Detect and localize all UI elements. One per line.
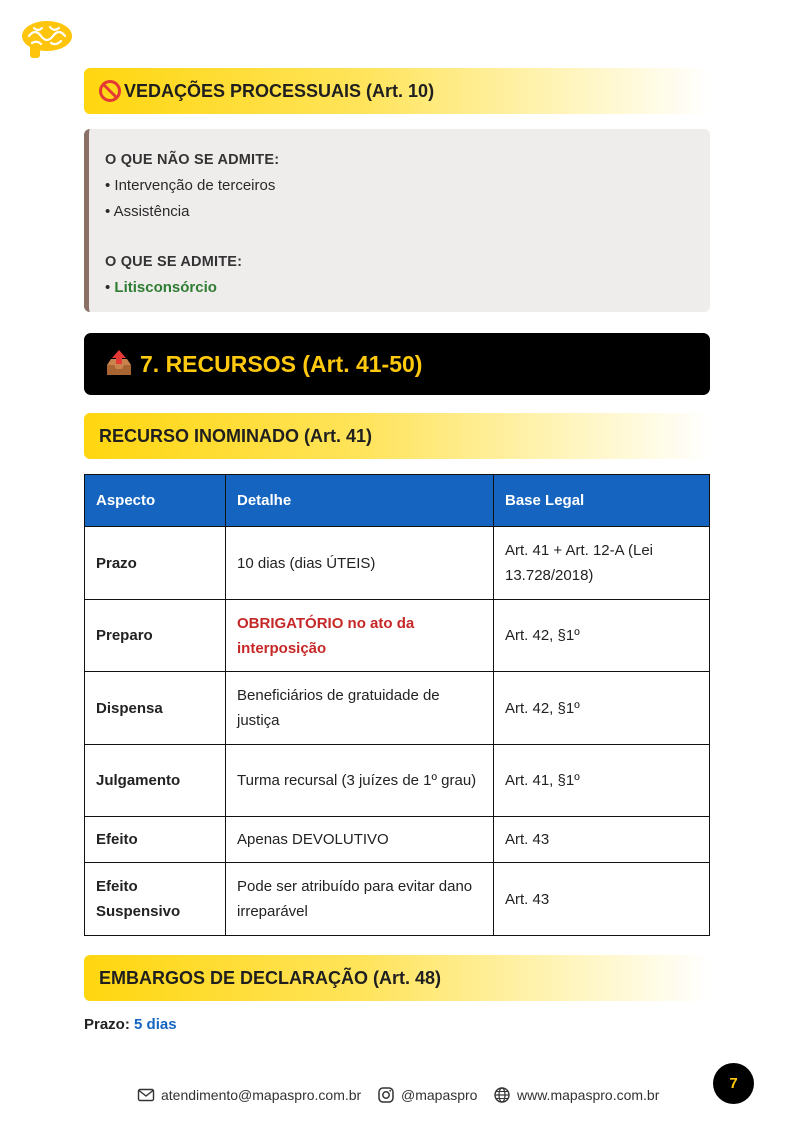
chapter-title: 7. RECURSOS (Art. 41-50) [140,350,423,377]
vedacoes-callout [84,129,710,312]
column-header: Detalhe [226,475,494,527]
email-text: atendimento@mapaspro.com.br [161,1087,362,1103]
highlight-text: Litisconsórcio [114,279,217,296]
cell-base-legal: Art. 43 [494,817,710,863]
globe-icon [493,1086,511,1104]
footer-instagram[interactable] [377,1086,477,1104]
section-title: VEDAÇÕES PROCESSUAIS (Art. 10) [124,80,435,101]
cell-aspecto: Efeito Suspensivo [85,863,226,936]
cell-detalhe [226,600,494,672]
embargos-prazo [84,1016,177,1033]
highlight-text: OBRIGATÓRIO no ato da interposição [237,614,415,657]
cell-detalhe: 10 dias (dias ÚTEIS) [226,527,494,600]
cell-aspecto: Dispensa [85,672,226,745]
page-footer [0,1086,794,1108]
section-header-vedacoes [84,68,710,114]
recurso-table [84,474,710,936]
prohibited-icon [98,79,122,103]
section-header-embargos [84,955,710,1001]
cell-aspecto: Julgamento [85,745,226,817]
table-row [85,672,710,745]
cell-aspecto: Prazo [85,527,226,600]
section-title: EMBARGOS DE DECLARAÇÃO (Art. 48) [99,967,442,988]
cell-base-legal: Art. 42, §1º [494,672,710,745]
prazo-value: 5 dias [134,1016,177,1033]
cell-detalhe: Apenas DEVOLUTIVO [226,817,494,863]
admite-heading: O QUE SE ADMITE: [105,254,243,270]
table-row [85,863,710,936]
list-item: • Litisconsórcio [105,279,217,296]
cell-aspecto: Efeito [85,817,226,863]
cell-base-legal: Art. 42, §1º [494,600,710,672]
nao-admite-heading: O QUE NÃO SE ADMITE: [105,152,280,168]
table-row [85,817,710,863]
list-item: • Assistência [105,203,190,220]
column-header: Base Legal [494,475,710,527]
prazo-label: Prazo: [84,1016,130,1033]
brain-logo-icon [20,16,74,60]
table-row [85,600,710,672]
footer-email[interactable] [137,1086,361,1104]
instagram-icon [377,1086,395,1104]
cell-detalhe: Beneficiários de gratuidade de justiça [226,672,494,745]
chapter-header [84,333,710,395]
instagram-text: @mapaspro [401,1087,478,1103]
list-item: • Intervenção de terceiros [105,177,276,194]
table-header-row [85,475,710,527]
page-number-badge [713,1063,754,1104]
outbox-tray-icon [104,349,134,379]
cell-detalhe: Pode ser atribuído para evitar dano irreparável [226,863,494,936]
section-title: RECURSO INOMINADO (Art. 41) [99,425,373,446]
cell-base-legal: Art. 41, §1º [494,745,710,817]
column-header: Aspecto [85,475,226,527]
table-row [85,745,710,817]
table-row [85,527,710,600]
envelope-icon [137,1086,155,1104]
cell-base-legal: Art. 41 + Art. 12-A (Lei 13.728/2018) [494,527,710,600]
cell-aspecto: Preparo [85,600,226,672]
footer-website[interactable] [493,1086,659,1104]
website-text: www.mapaspro.com.br [517,1087,660,1103]
cell-base-legal: Art. 43 [494,863,710,936]
cell-detalhe: Turma recursal (3 juízes de 1º grau) [226,745,494,817]
page-number: 7 [729,1075,738,1092]
section-header-recurso-inominado [84,413,710,459]
